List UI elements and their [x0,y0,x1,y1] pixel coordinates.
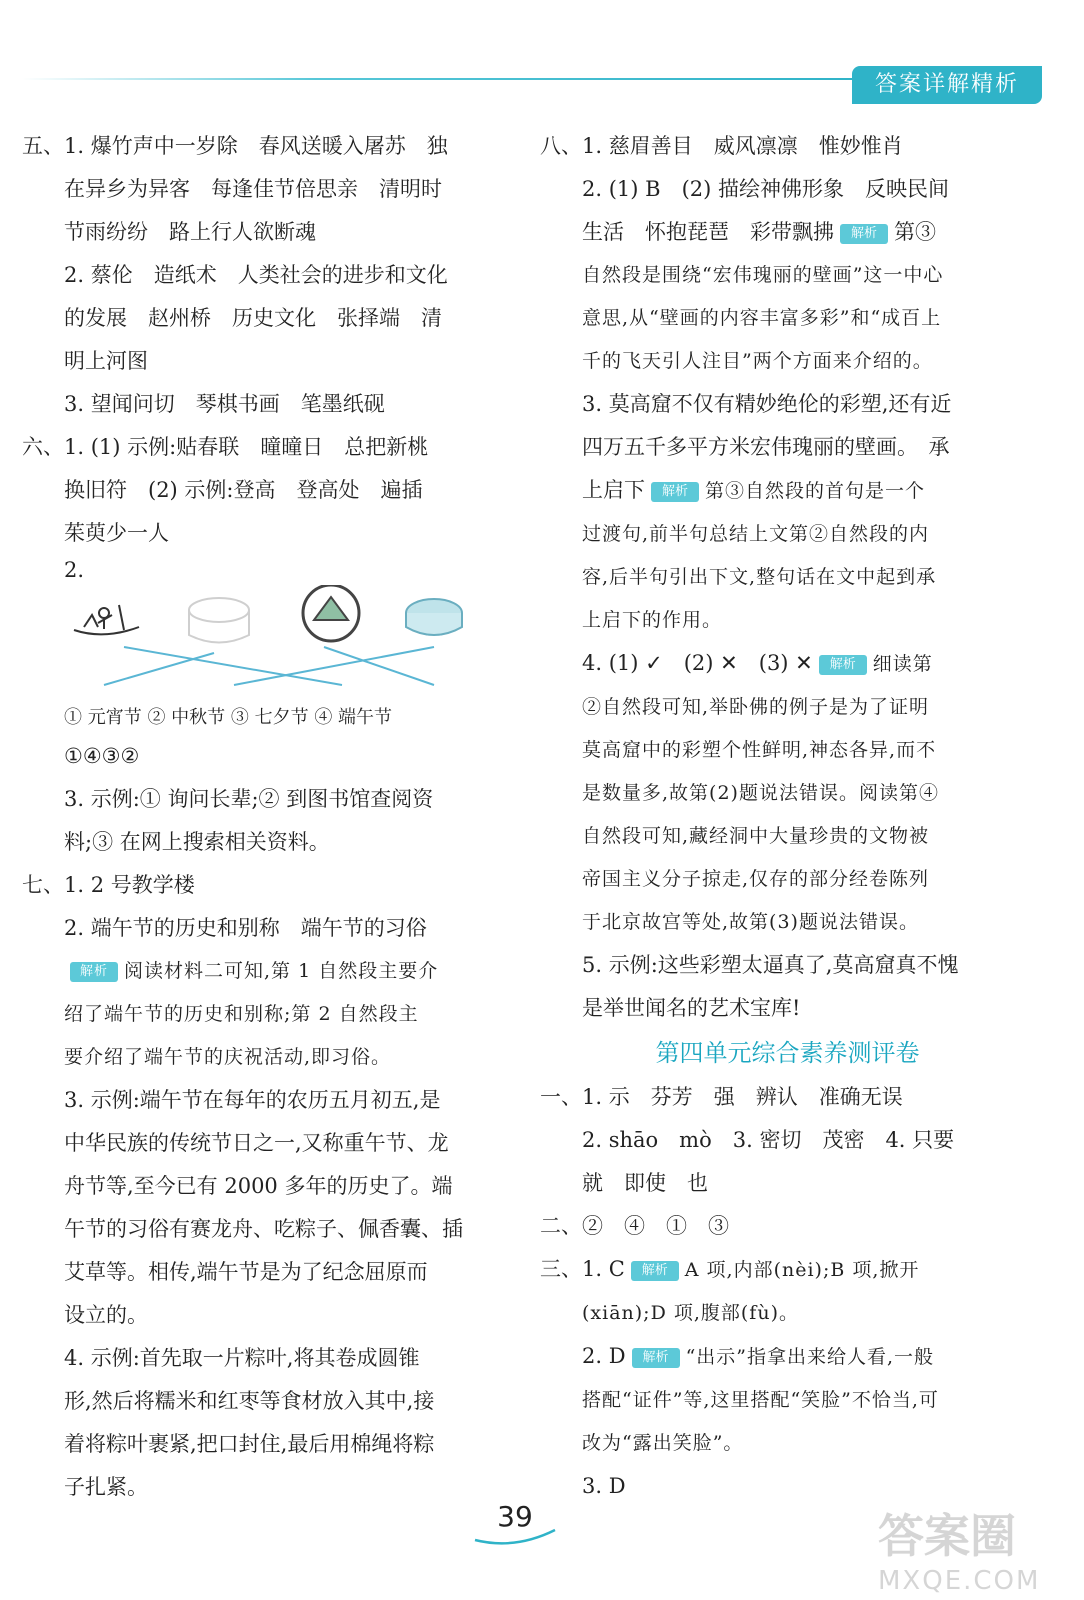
s7-explanation: 绍了端午节的历史和别称;第 2 自然段主 [64,1003,419,1025]
s8-line: 上启下 解析 第③自然段的首句是一个 [582,478,926,502]
s8-explanation: 于北京故宫等处,故第(3)题说法错误。 [582,911,919,933]
s6-line: 3. 示例:① 询问长辈;② 到图书馆查阅资 [64,787,434,811]
dragon-boat-icon [74,605,139,634]
festival-labels: ① 元宵节 ② 中秋节 ③ 七夕节 ④ 端午节 [64,707,393,728]
cake-icon [189,598,249,643]
analysis-badge: 解析 [70,962,118,982]
s7-line: 形,然后将糯米和红枣等食材放入其中,接 [64,1389,435,1413]
s7-explanation: 要介绍了端午节的庆祝活动,即习俗。 [64,1046,392,1068]
s7-line: 中华民族的传统节日之一,又称重午节、龙 [64,1131,449,1155]
left-column [22,125,512,1509]
page-number-curve [470,1528,560,1548]
s7-line: 4. 示例:首先取一片粽叶,将其卷成圆锥 [64,1346,420,1370]
u4-line: 三、1. C 解析 A 项,内部(nèi);B 项,掀开 [540,1257,920,1281]
s7-explanation: 解析 阅读材料二可知,第 1 自然段主要介 [22,950,512,993]
s6-line: 料;③ 在网上搜索相关资料。 [64,830,330,854]
s5-line: 在异乡为异客 每逢佳节倍思亲 清明时 [64,177,442,201]
s8-explanation: 千的飞天引人注目”两个方面来介绍的。 [582,350,933,372]
s8-explanation: 是数量多,故第(2)题说法错误。阅读第④ [582,782,939,804]
s5-line: 3. 望闻问切 琴棋书画 笔墨纸砚 [64,392,385,416]
s7-line: 设立的。 [64,1303,148,1327]
u4-explanation: 改为“露出笑脸”。 [582,1432,744,1454]
analysis-badge: 解析 [840,224,888,244]
s6-line: 换旧符 (2) 示例:登高 登高处 遍插 [64,478,423,502]
s8-line: 3. 莫高窟不仅有精妙绝伦的彩塑,还有近 [582,392,952,416]
s8-explanation: ②自然段可知,举卧佛的例子是为了证明 [582,696,930,718]
header-tag: 答案详解精析 [852,66,1042,104]
s5-line: 2. 蔡伦 造纸术 人类社会的进步和文化 [64,263,448,287]
s7-line: 艾草等。相传,端午节是为了纪念屈原而 [64,1260,428,1284]
s6-line: 六、1. (1) 示例:贴春联 曈曈日 总把新桃 [22,435,429,459]
matching-lines-figure [64,585,504,705]
s7-line: 2. 端午节的历史和别称 端午节的习俗 [64,916,427,940]
u4-line: 一、1. 示 芬芳 强 辨认 准确无误 [540,1085,903,1109]
s8-line: 八、1. 慈眉善目 威风凛凛 惟妙惟肖 [540,134,903,158]
analysis-badge: 解析 [651,482,699,502]
s7-line: 舟节等,至今已有 2000 多年的历史了。端 [64,1174,453,1198]
s8-line: 4. (1) ✓ (2) ✕ (3) ✕ 解析 细读第 [582,651,933,675]
s8-explanation: 自然段是围绕“宏伟瑰丽的壁画”这一中心 [582,264,944,286]
u4-line: 3. D [582,1474,626,1498]
s6-q2-label: 2. [64,558,85,582]
s5-line: 的发展 赵州桥 历史文化 张择端 清 [64,306,442,330]
u4-explanation: (xiān);D 项,腹部(fù)。 [582,1302,799,1324]
u4-line: 2. shāo mò 3. 密切 茂密 4. 只要 [582,1128,955,1152]
s8-line: 生活 怀抱琵琶 彩带飘拂 解析 第③ [582,220,936,244]
u4-line: 就 即使 也 [582,1171,708,1195]
s8-line: 2. (1) B (2) 描绘神佛形象 反映民间 [582,177,949,201]
s7-line: 3. 示例:端午节在每年的农历五月初五,是 [64,1088,441,1112]
zongzi-icon [303,585,359,641]
s7-line: 子扎紧。 [64,1475,148,1499]
s8-explanation: 上启下的作用。 [582,609,723,631]
s5-line: 节雨纷纷 路上行人欲断魂 [64,220,316,244]
section-title: 第四单元综合素养测评卷 [655,1039,920,1067]
watermark-logo: 答案圈 [878,1509,1016,1563]
s8-explanation: 自然段可知,藏经洞中大量珍贵的文物被 [582,825,930,847]
s7-line: 着将粽叶裹紧,把口封住,最后用棉绳将粽 [64,1432,435,1456]
watermark [878,1500,1078,1595]
s8-explanation: 容,后半句引出下文,整句话在文中起到承 [582,566,937,588]
mooncake-icon [406,599,462,635]
s7-line: 七、1. 2 号教学楼 [22,873,195,897]
watermark-url: MXQE.COM [878,1566,1041,1596]
matching-lines [104,647,434,685]
right-column [540,125,1035,1508]
u4-line: 2. D 解析 “出示”指拿出来给人看,一般 [582,1344,935,1368]
s8-line: 四万五千多平方米宏伟瑰丽的壁画。 承 [582,435,950,459]
header-rule [22,78,862,80]
festival-matching-figure [64,585,512,735]
analysis-badge: 解析 [632,1348,680,1368]
s7-line: 午节的习俗有赛龙舟、吃粽子、佩香囊、插 [64,1217,463,1241]
s8-explanation: 过渡句,前半句总结上文第②自然段的内 [582,523,930,545]
s5-line: 明上河图 [64,349,148,373]
analysis-badge: 解析 [819,655,867,675]
u4-line: 二、② ④ ① ③ [540,1214,729,1238]
u4-explanation: 搭配“证件”等,这里搭配“笑脸”不恰当,可 [582,1389,939,1411]
s8-line: 5. 示例:这些彩塑太逼真了,莫高窟真不愧 [582,953,959,977]
s8-explanation: 意思,从“壁画的内容丰富多彩”和“成百上 [582,307,942,329]
s8-line: 是举世闻名的艺术宝库! [582,996,801,1020]
page-number: 39 [497,1500,533,1533]
s6-answer: ①④③② [64,744,140,768]
analysis-badge: 解析 [631,1261,679,1281]
s5-line: 五、1. 爆竹声中一岁除 春风送暖入屠苏 独 [22,134,448,158]
s8-explanation: 帝国主义分子掠走,仅存的部分经卷陈列 [582,868,930,890]
s6-line: 茱萸少一人 [64,521,169,545]
s8-explanation: 莫高窟中的彩塑个性鲜明,神态各异,而不 [582,739,937,761]
